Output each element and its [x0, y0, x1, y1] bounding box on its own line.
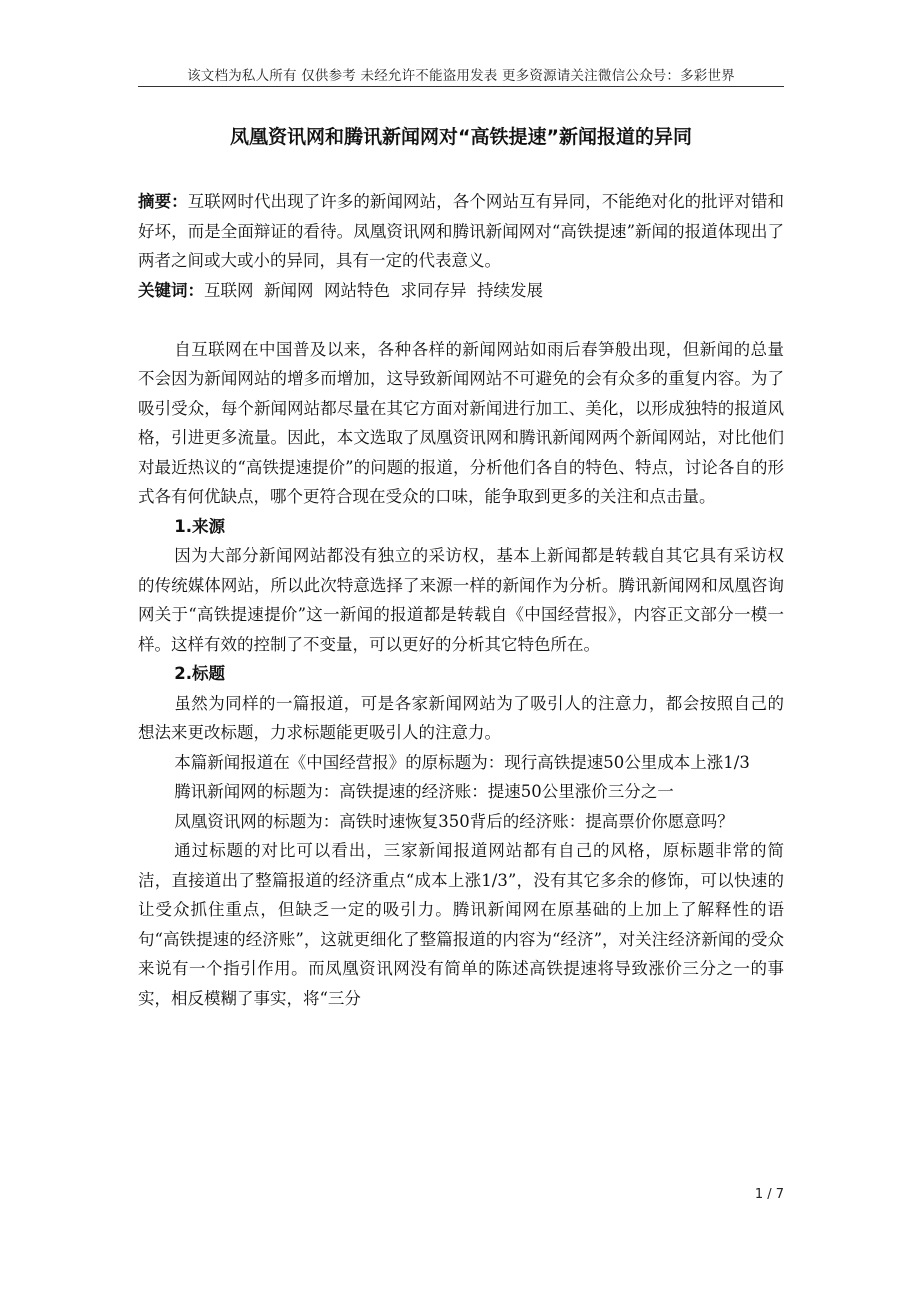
page-number: 1 / 7 [754, 1187, 784, 1202]
keywords-paragraph [138, 276, 784, 306]
title-comparison-paragraph: 通过标题的对比可以看出，三家新闻报道网站都有自己的风格，原标题非常的简洁，直接道出了整篇报道的经济重点“成本上涨1/3”，没有其它多余的修饰，可以快速的让受众抓住重点，但缺乏一定的吸引力。腾讯新闻网在原基础的上加上了解释性的语句“高铁提速的经济账”，这就更细化了整篇报道的内容为“经济”，对关注经济新闻的受众来说有一个指引作用。而凤凰资讯网没有简单的陈述高铁提速将导致涨价三分之一的事实，相反模糊了事实，将“三分 [138, 841, 784, 1008]
section-2-paragraph: 虽然为同样的一篇报道，可是各家新闻网站为了吸引人的注意力，都会按照自己的想法来更改标题，力求标题能更吸引人的注意力。 [138, 693, 784, 742]
abstract-paragraph [138, 187, 784, 276]
tencent-title-paragraph: 腾讯新闻网的标题为：高铁提速的经济账：提速50公里涨价三分之一 [174, 782, 674, 801]
document-body [138, 187, 784, 1013]
header-notice: 该文档为私人所有 仅供参考 未经允许不能盗用发表 更多资源请关注微信公众号：多彩世界 [187, 68, 735, 84]
section-1-paragraph: 因为大部分新闻网站都没有独立的采访权，基本上新闻都是转载自其它具有采访权的传统媒体网站，所以此次特意选择了来源一样的新闻作为分析。腾讯新闻网和凤凰咨询网关于“高铁提速提价”这一新闻的报道都是转载自《中国经营报》，内容正文部分一模一样。这样有效的控制了不变量，可以更好的分析其它特色所在。 [138, 546, 784, 654]
section-2-heading: 2.标题 [174, 664, 226, 683]
keywords-text: 互联网 新闻网 网站特色 求同存异 持续发展 [204, 280, 543, 300]
header-divider [138, 86, 784, 87]
section-1-heading: 1.来源 [174, 516, 226, 536]
intro-paragraph: 自互联网在中国普及以来，各种各样的新闻网站如雨后春笋般出现，但新闻的总量不会因为新闻网站的增多而增加，这导致新闻网站不可避免的会有众多的重复内容。为了吸引受众，每个新闻网站都尽量在其它方面对新闻进行加工、美化，以形成独特的报道风格，引进更多流量。因此，本文选取了凤凰资讯网和腾讯新闻网两个新闻网站，对比他们对最近热议的“高铁提速提价”的问题的报道，分析他们各自的特色、特点，讨论各自的形式各有何优缺点，哪个更符合现在受众的口味，能争取到更多的关注和点击量。 [138, 339, 784, 506]
keywords-label: 关键词： [138, 280, 204, 300]
abstract-label: 摘要： [138, 192, 188, 211]
paragraph-spacer [138, 305, 784, 335]
original-title-paragraph: 本篇新闻报道在《中国经营报》的原标题为：现行高铁提速50公里成本上涨1/3 [174, 752, 750, 772]
ifeng-title-paragraph: 凤凰资讯网的标题为：高铁时速恢复350背后的经济账：提高票价你愿意吗？ [174, 811, 734, 831]
document-title: 凤凰资讯网和腾讯新闻网对“高铁提速”新闻报道的异同 [230, 126, 692, 148]
abstract-text: 互联网时代出现了许多的新闻网站，各个网站互有异同，不能绝对化的批评对错和好坏，而是全面辩证的看待。凤凰资讯网和腾讯新闻网对“高铁提速”新闻的报道体现出了两者之间或大或小的异同，具有一定的代表意义。 [138, 192, 785, 270]
